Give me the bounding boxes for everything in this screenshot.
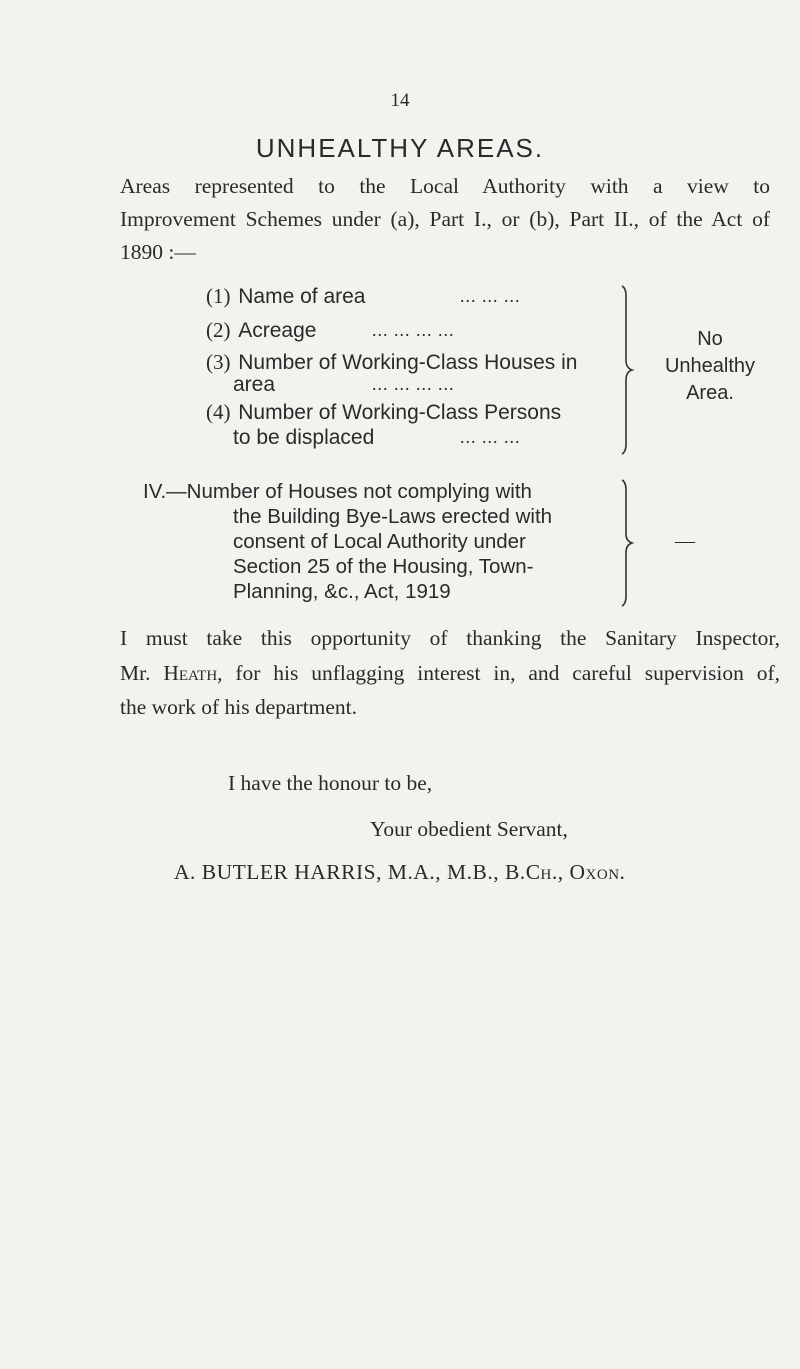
right-brace-icon xyxy=(612,284,642,456)
leader-dots: ... ... ... ... xyxy=(372,374,455,394)
section-iv-line: consent of Local Authority under xyxy=(233,530,526,553)
result-line: Area. xyxy=(686,382,734,404)
signature-university: Oxon xyxy=(569,860,620,884)
thanks-pre: Mr. xyxy=(120,661,164,685)
item-number: (4) xyxy=(206,400,231,424)
item-label: Name of area xyxy=(238,285,366,308)
leader-dots: ... ... ... ... xyxy=(372,320,455,340)
intro-line: 1890 :— xyxy=(120,240,196,264)
item-continuation xyxy=(233,425,374,450)
thanks-line xyxy=(120,657,780,689)
list-item xyxy=(206,284,365,309)
item-number: (2) xyxy=(206,318,231,342)
closing-servant: Your obedient Servant, xyxy=(370,817,568,841)
signature-degree: Ch xyxy=(525,860,552,884)
thanks-line: the work of his department. xyxy=(120,695,358,719)
intro-line: Improvement Schemes under (a), Part I., or (b), Part II., of the Act of xyxy=(120,207,770,231)
leader-dots: ... ... ... xyxy=(460,286,521,306)
signature-sep: ., xyxy=(551,860,570,884)
item-label: Number of Working-Class Houses in xyxy=(238,351,578,374)
result-no-unhealthy-area xyxy=(650,326,770,407)
signature-end: . xyxy=(619,860,626,884)
section-iv-line: Section 25 of the Housing, Town- xyxy=(233,555,534,578)
thanks-line: I must take this opportunity of thanking the Sanitary Inspector, xyxy=(120,626,780,650)
right-brace-icon xyxy=(612,478,642,608)
section-iv-line: Planning, &c., Act, 1919 xyxy=(233,580,451,603)
section-iv-result: — xyxy=(675,530,695,552)
thanks-post: , for his unflagging interest in, and careful supervision of, xyxy=(217,661,780,685)
list-item xyxy=(206,400,561,425)
closing-honour: I have the honour to be, xyxy=(228,771,433,795)
inspector-name: Heath xyxy=(163,661,218,685)
leader-dots: ... ... ... xyxy=(460,427,521,447)
item-label-cont: to be displaced xyxy=(233,426,375,449)
item-number: (1) xyxy=(206,284,231,308)
item-label: Number of Working-Class Persons xyxy=(238,401,562,424)
list-item xyxy=(206,318,316,343)
item-label-cont: area xyxy=(233,373,276,396)
item-number: (3) xyxy=(206,350,231,374)
signature-main: A. BUTLER HARRIS, M.A., M.B., B. xyxy=(174,860,526,884)
page-number: 14 xyxy=(390,90,410,111)
page-title: UNHEALTHY AREAS. xyxy=(255,133,545,163)
result-line: No xyxy=(697,328,723,350)
intro-paragraph xyxy=(120,170,770,269)
item-continuation xyxy=(233,372,275,397)
result-line: Unhealthy xyxy=(664,355,756,377)
signature xyxy=(174,860,625,885)
item-label: Acreage xyxy=(238,319,317,342)
intro-line: Areas represented to the Local Authority with a view to xyxy=(120,174,770,198)
section-iv-line: IV.—Number of Houses not complying with xyxy=(143,480,532,503)
section-iv-line: the Building Bye-Laws erected with xyxy=(233,505,553,528)
